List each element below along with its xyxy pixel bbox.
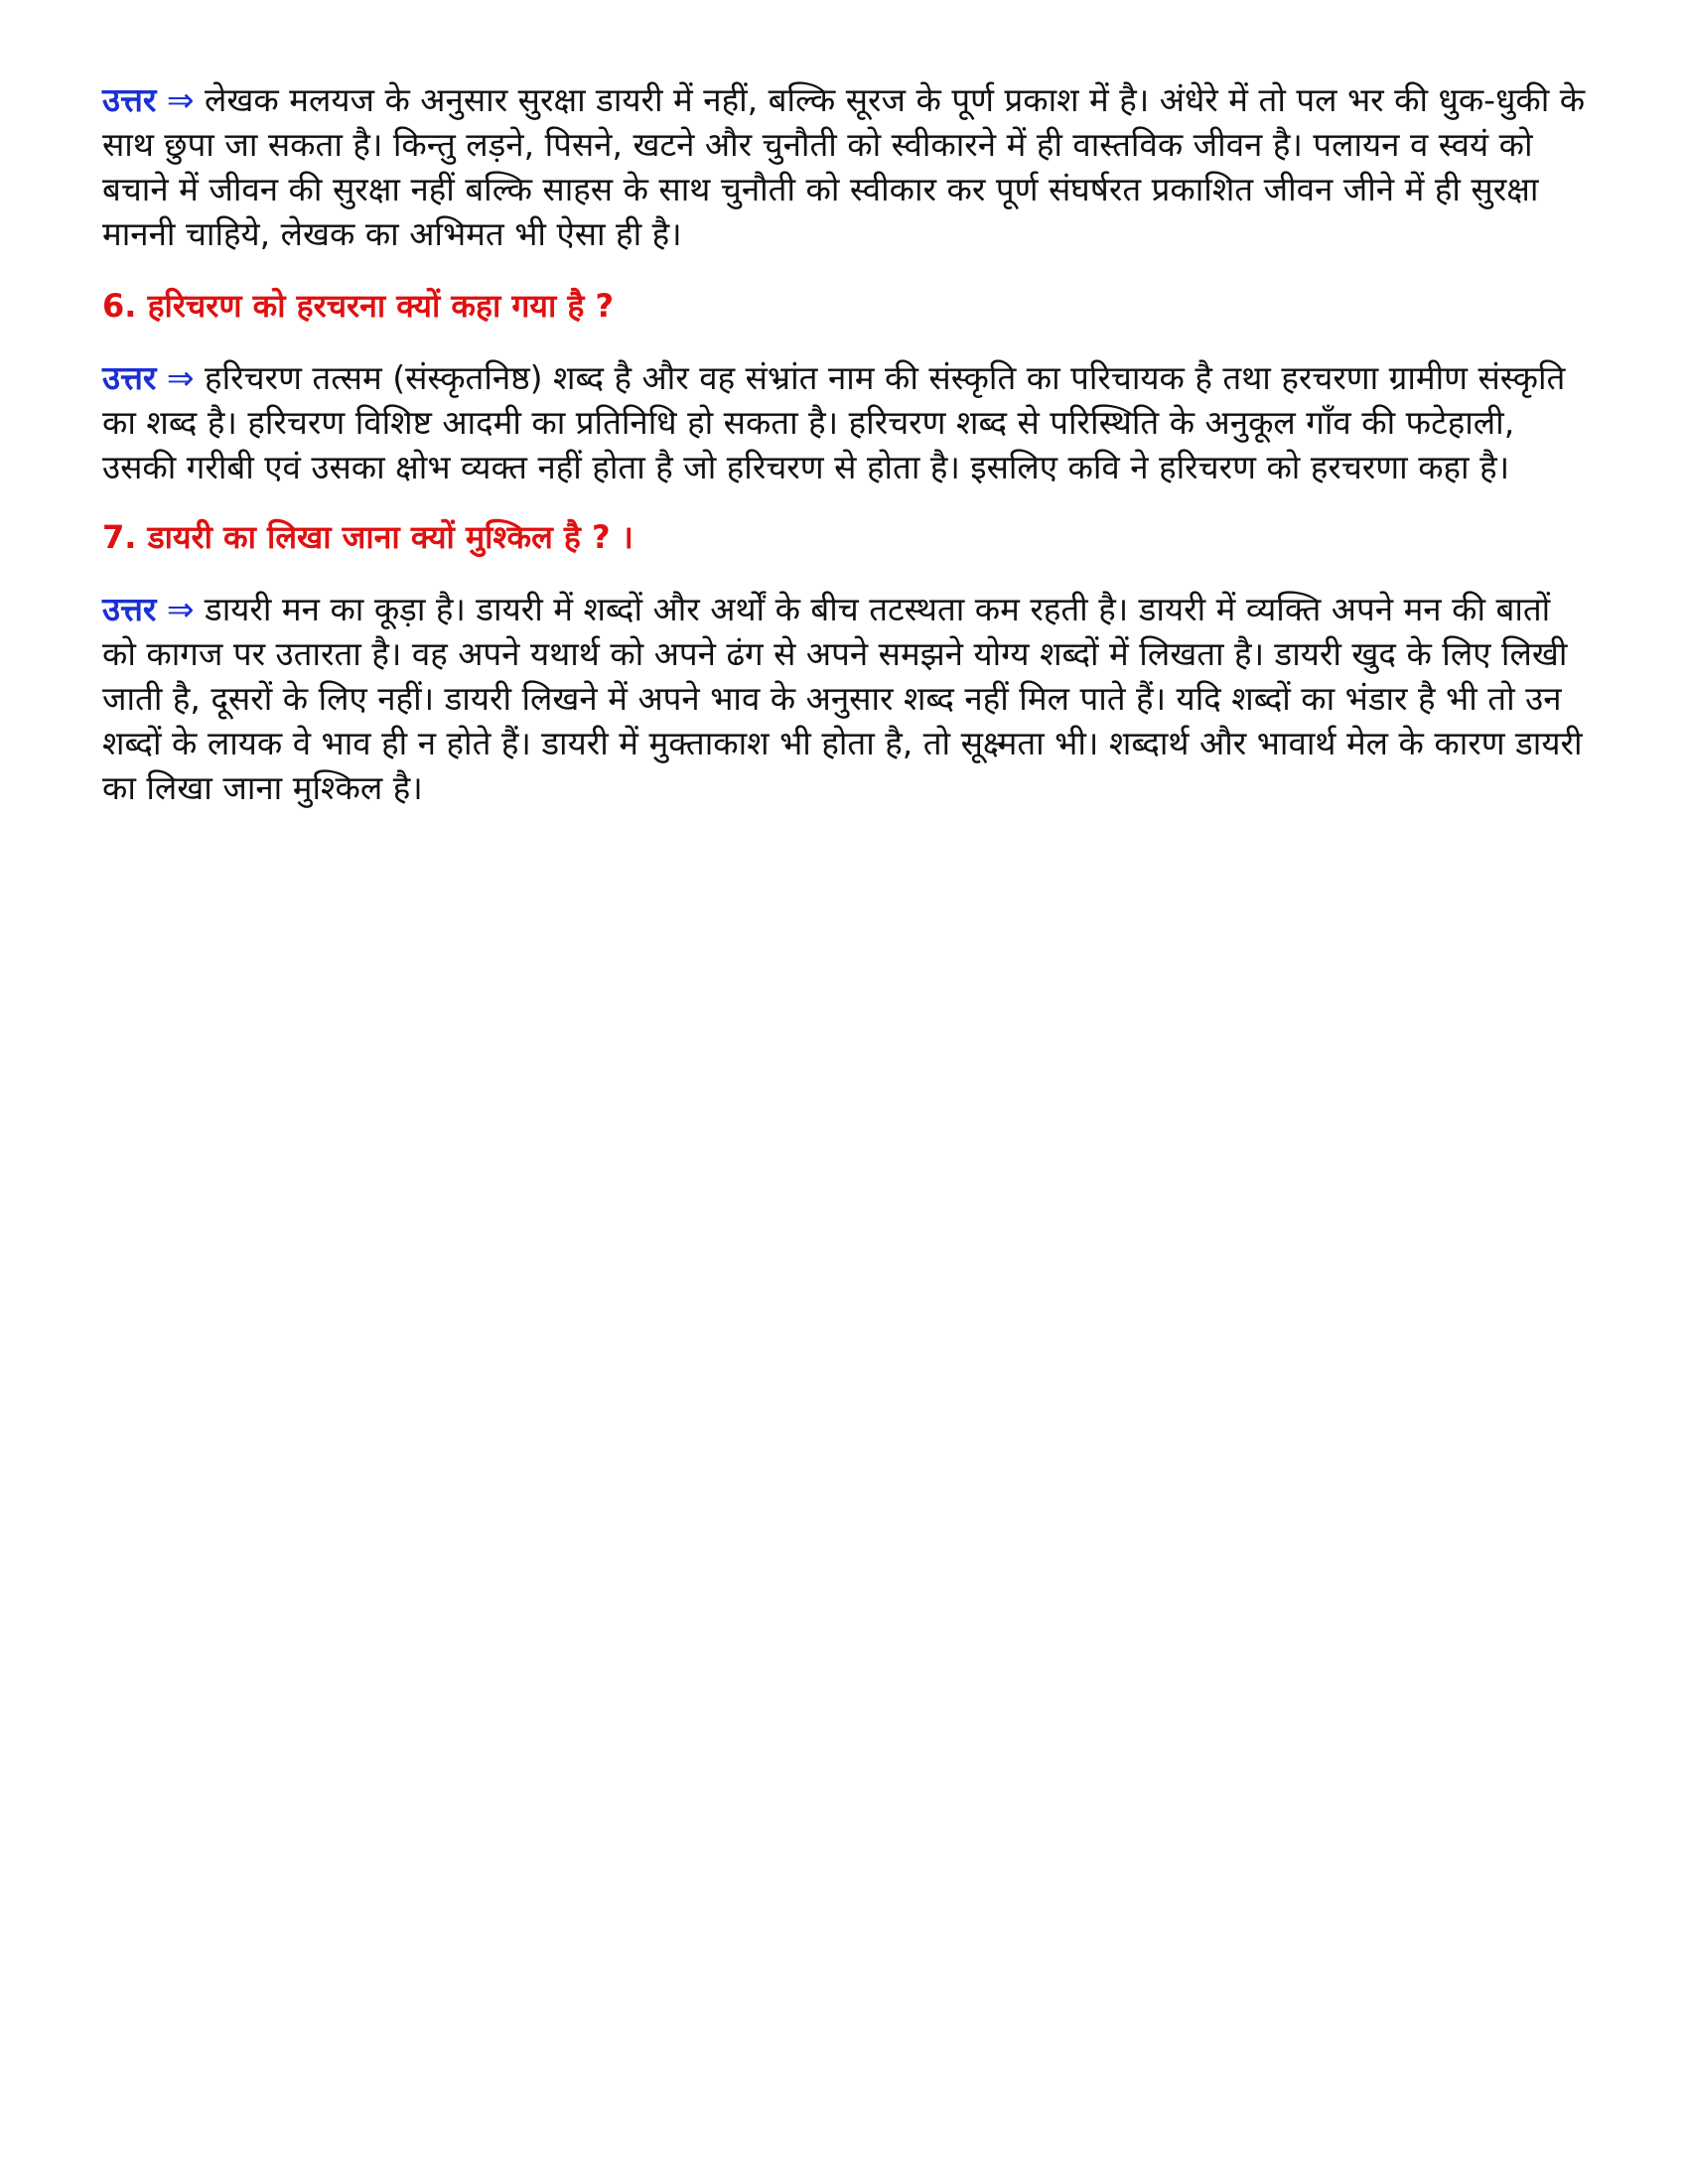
answer-label: उत्तर <box>102 590 157 628</box>
question-heading: 7. डायरी का लिखा जाना क्यों मुश्किल है ? । <box>102 518 633 556</box>
answer-paragraph <box>102 587 1592 810</box>
answer-label: उत्तर <box>102 80 157 119</box>
arrow-icon: ⇒ <box>166 358 195 397</box>
answer-text: डायरी मन का कूड़ा है। डायरी में शब्दों और अर्थों के बीच तटस्थता कम रहती है। डायरी में व्यक्ति अपने मन की बातों को कागज पर उतारता है। वह अपने यथार्थ को अपने ढंग से अपने समझने योग्य शब्दों में लिखता है। डायरी खुद के लिए लिखी जाती है, दूसरों के लिए नहीं। डायरी लिखने में अपने भाव के अनुसार शब्द नहीं मिल पाते हैं। यदि शब्दों का भंडार है भी तो उन शब्दों के लायक वे भाव ही न होते हैं। डायरी में मुक्ताकाश भी होता है, तो सूक्ष्मता भी। शब्दार्थ और भावार्थ मेल के कारण डायरी का लिखा जाना मुश्किल है। <box>102 590 1583 807</box>
answer-text: हरिचरण तत्सम (संस्कृतनिष्ठ) शब्द है और वह संभ्रांत नाम की संस्कृति का परिचायक है तथा हरचरणा ग्रामीण संस्कृति का शब्द है। हरिचरण विशिष्ट आदमी का प्रतिनिधि हो सकता है। हरिचरण शब्द से परिस्थिति के अनुकूल गाँव की फटेहाली, उसकी गरीबी एवं उसका क्षोभ व्यक्त नहीं होता है जो हरिचरण से होता है। इसलिए कवि ने हरिचरण को हरचरणा कहा है। <box>102 358 1566 486</box>
document-page <box>102 77 1592 810</box>
arrow-icon: ⇒ <box>166 80 195 119</box>
answer-paragraph <box>102 355 1592 489</box>
answer-label: उत्तर <box>102 358 157 397</box>
arrow-icon: ⇒ <box>166 590 195 628</box>
answer-text: लेखक मलयज के अनुसार सुरक्षा डायरी में नहीं, बल्कि सूरज के पूर्ण प्रकाश में है। अंधेरे में तो पल भर की धुक-धुकी के साथ छुपा जा सकता है। किन्तु लड़ने, पिसने, खटने और चुनौती को स्वीकारने में ही वास्तविक जीवन है। पलायन व स्वयं को बचाने में जीवन की सुरक्षा नहीं बल्कि साहस के साथ चुनौती को स्वीकार कर पूर्ण संघर्षरत प्रकाशित जीवन जीने में ही सुरक्षा माननी चाहिये, लेखक का अभिमत भी ऐसा ही है। <box>102 80 1586 253</box>
answer-paragraph <box>102 77 1592 256</box>
question-heading: 6. हरिचरण को हरचरना क्यों कहा गया है ? <box>102 287 615 325</box>
